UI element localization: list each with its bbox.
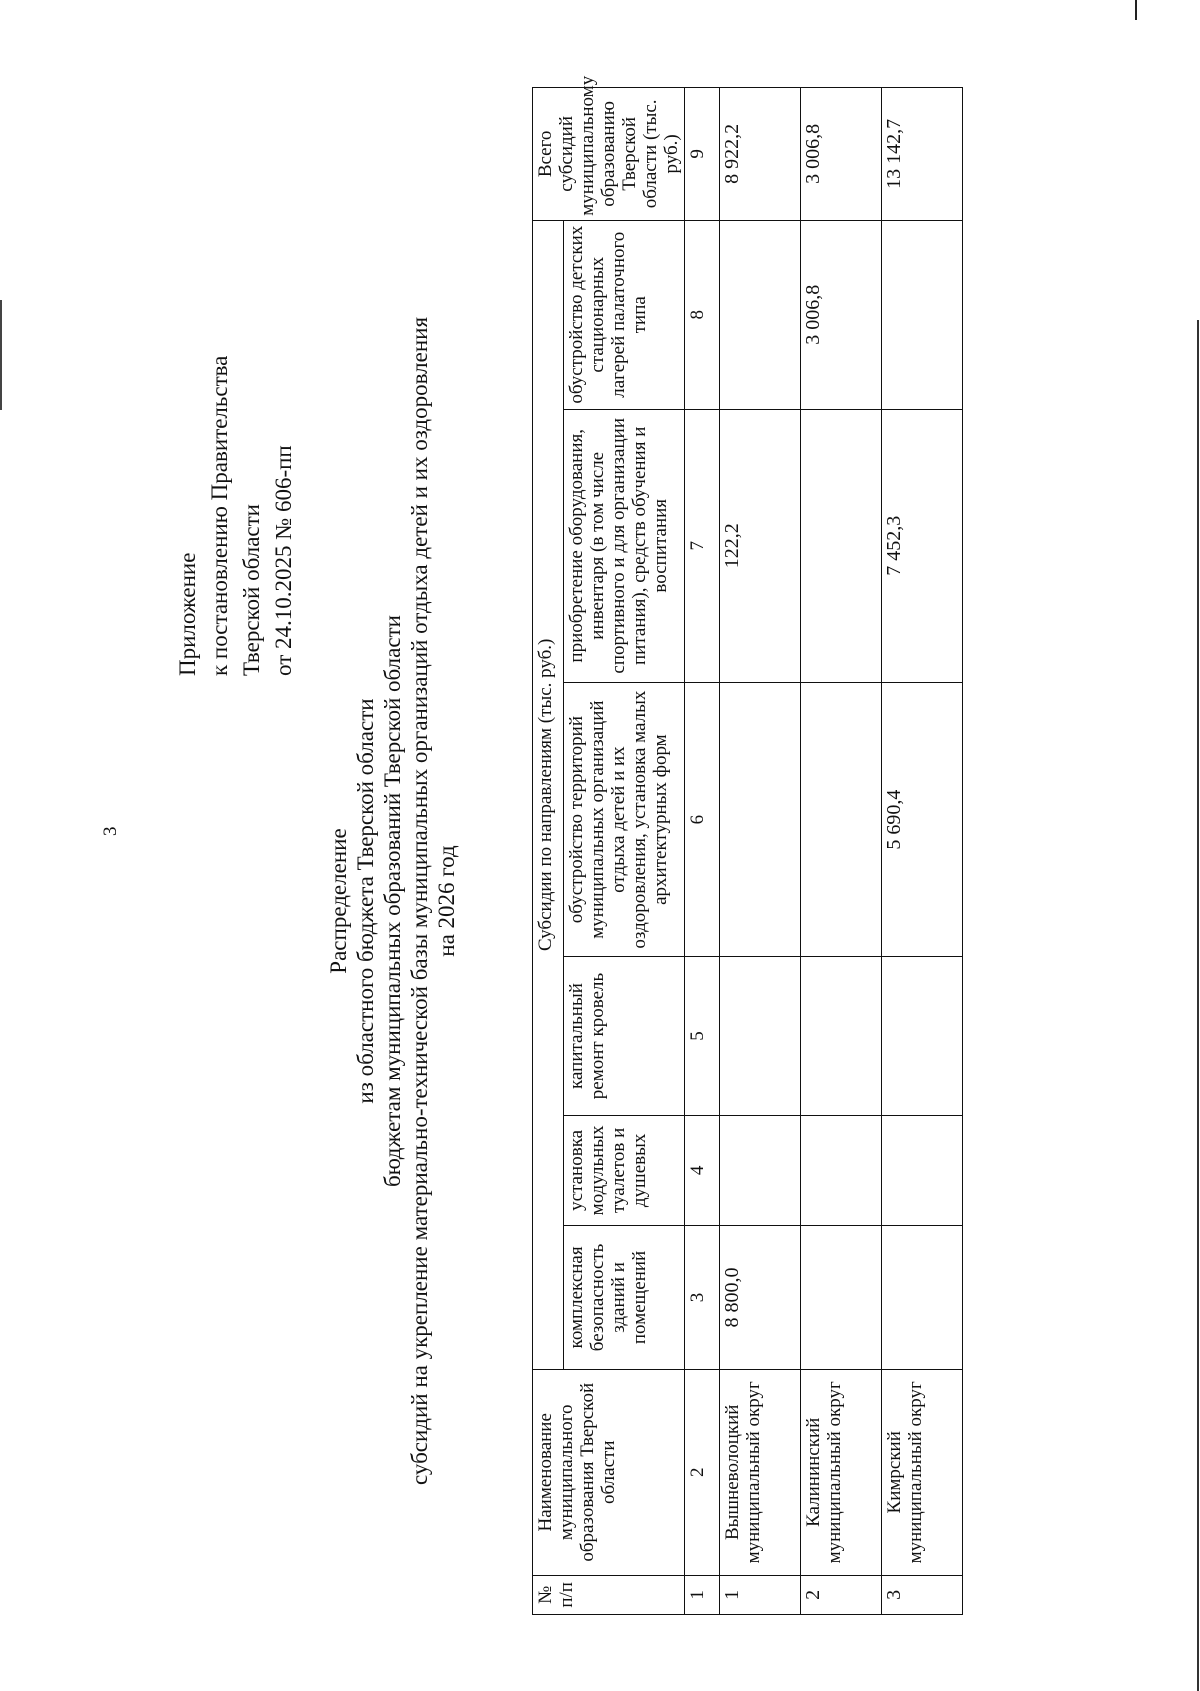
column-number: 3: [685, 1225, 720, 1369]
cell-col-5: [801, 957, 882, 1116]
cell-col-5: [720, 957, 801, 1116]
cell-col-3: [882, 1225, 963, 1369]
header-col-name: Наименование муниципального образования Тверской области: [533, 1369, 685, 1575]
cell-col-5: [882, 957, 963, 1116]
cell-col-8: [882, 220, 963, 409]
row-number: 2: [801, 1575, 882, 1614]
title-line-5: на 2026 год: [434, 845, 459, 957]
cell-col-total: 8 922,2: [720, 88, 801, 221]
column-number: 1: [685, 1575, 720, 1614]
cell-col-7: 122,2: [720, 409, 801, 682]
approval-line-1: Приложение: [175, 552, 200, 676]
document-title: [325, 111, 460, 1691]
table-row: [801, 88, 882, 1615]
header-col-6: обустройство территорий муниципальных организаций отдыха детей и их оздоровления, установка малых архитектурных форм: [564, 682, 685, 956]
cell-col-3: [801, 1225, 882, 1369]
cell-col-7: 7 452,3: [882, 409, 963, 682]
approval-line-4: от 24.10.2025 № 606-пп: [271, 445, 296, 676]
header-col-4: установка модульных туалетов и душевых: [564, 1115, 685, 1225]
municipality-name: Калининский муниципальный округ: [801, 1369, 882, 1575]
column-number: 6: [685, 682, 720, 956]
cell-col-8: [720, 220, 801, 409]
column-number: 8: [685, 220, 720, 409]
header-col-no: № п/п: [533, 1575, 685, 1614]
row-number: 3: [882, 1575, 963, 1614]
column-number: 2: [685, 1369, 720, 1575]
header-row-1: [533, 88, 564, 1615]
cell-col-total: 3 006,8: [801, 88, 882, 221]
table-row: [882, 88, 963, 1615]
header-col-3: комплексная безопасность зданий и помещений: [564, 1225, 685, 1369]
distribution-table: [532, 75, 963, 1615]
title-line-1: Распределение: [326, 828, 351, 974]
header-col-5: капитальный ремонт кровель: [564, 957, 685, 1116]
approval-line-2: к постановлению Правительства: [207, 355, 232, 676]
title-line-4: субсидий на укрепление материально-технической базы муниципальных организаций отдыха детей и их оздоровления: [407, 316, 432, 1486]
cell-col-4: [801, 1115, 882, 1225]
cell-col-8: 3 006,8: [801, 220, 882, 409]
municipality-name: Вышневолоцкий муниципальный округ: [720, 1369, 801, 1575]
header-col-7: приобретение оборудования, инвентаря (в том числе спортивного и для организации питания), средств обучения и воспитания: [564, 409, 685, 682]
column-number: 9: [685, 88, 720, 221]
municipality-name: Кимрский муниципальный округ: [882, 1369, 963, 1575]
cell-col-6: 5 690,4: [882, 682, 963, 956]
column-number: 5: [685, 957, 720, 1116]
approval-block: [172, 356, 300, 676]
cell-col-3: 8 800,0: [720, 1225, 801, 1369]
cell-col-7: [801, 409, 882, 682]
title-line-2: из областного бюджета Тверской области: [353, 698, 378, 1104]
header-col-8: обустройство детских стационарных лагерей палаточного типа: [564, 220, 685, 409]
row-number: 1: [720, 1575, 801, 1614]
cell-col-6: [720, 682, 801, 956]
cell-col-total: 13 142,7: [882, 88, 963, 221]
column-number-row: [685, 88, 720, 1615]
page-number: 3: [100, 826, 121, 836]
cell-col-6: [801, 682, 882, 956]
header-group: Субсидии по направлениям (тыс. руб.): [533, 220, 564, 1369]
approval-line-3: Тверской области: [239, 504, 264, 676]
title-line-3: бюджетам муниципальных образований Тверской области: [380, 615, 405, 1187]
cell-col-4: [882, 1115, 963, 1225]
cell-col-4: [720, 1115, 801, 1225]
column-number: 4: [685, 1115, 720, 1225]
table-row: [720, 88, 801, 1615]
column-number: 7: [685, 409, 720, 682]
header-col-total: Всего субсидий муниципальному образованию Тверской области (тыс. руб.): [533, 88, 685, 221]
